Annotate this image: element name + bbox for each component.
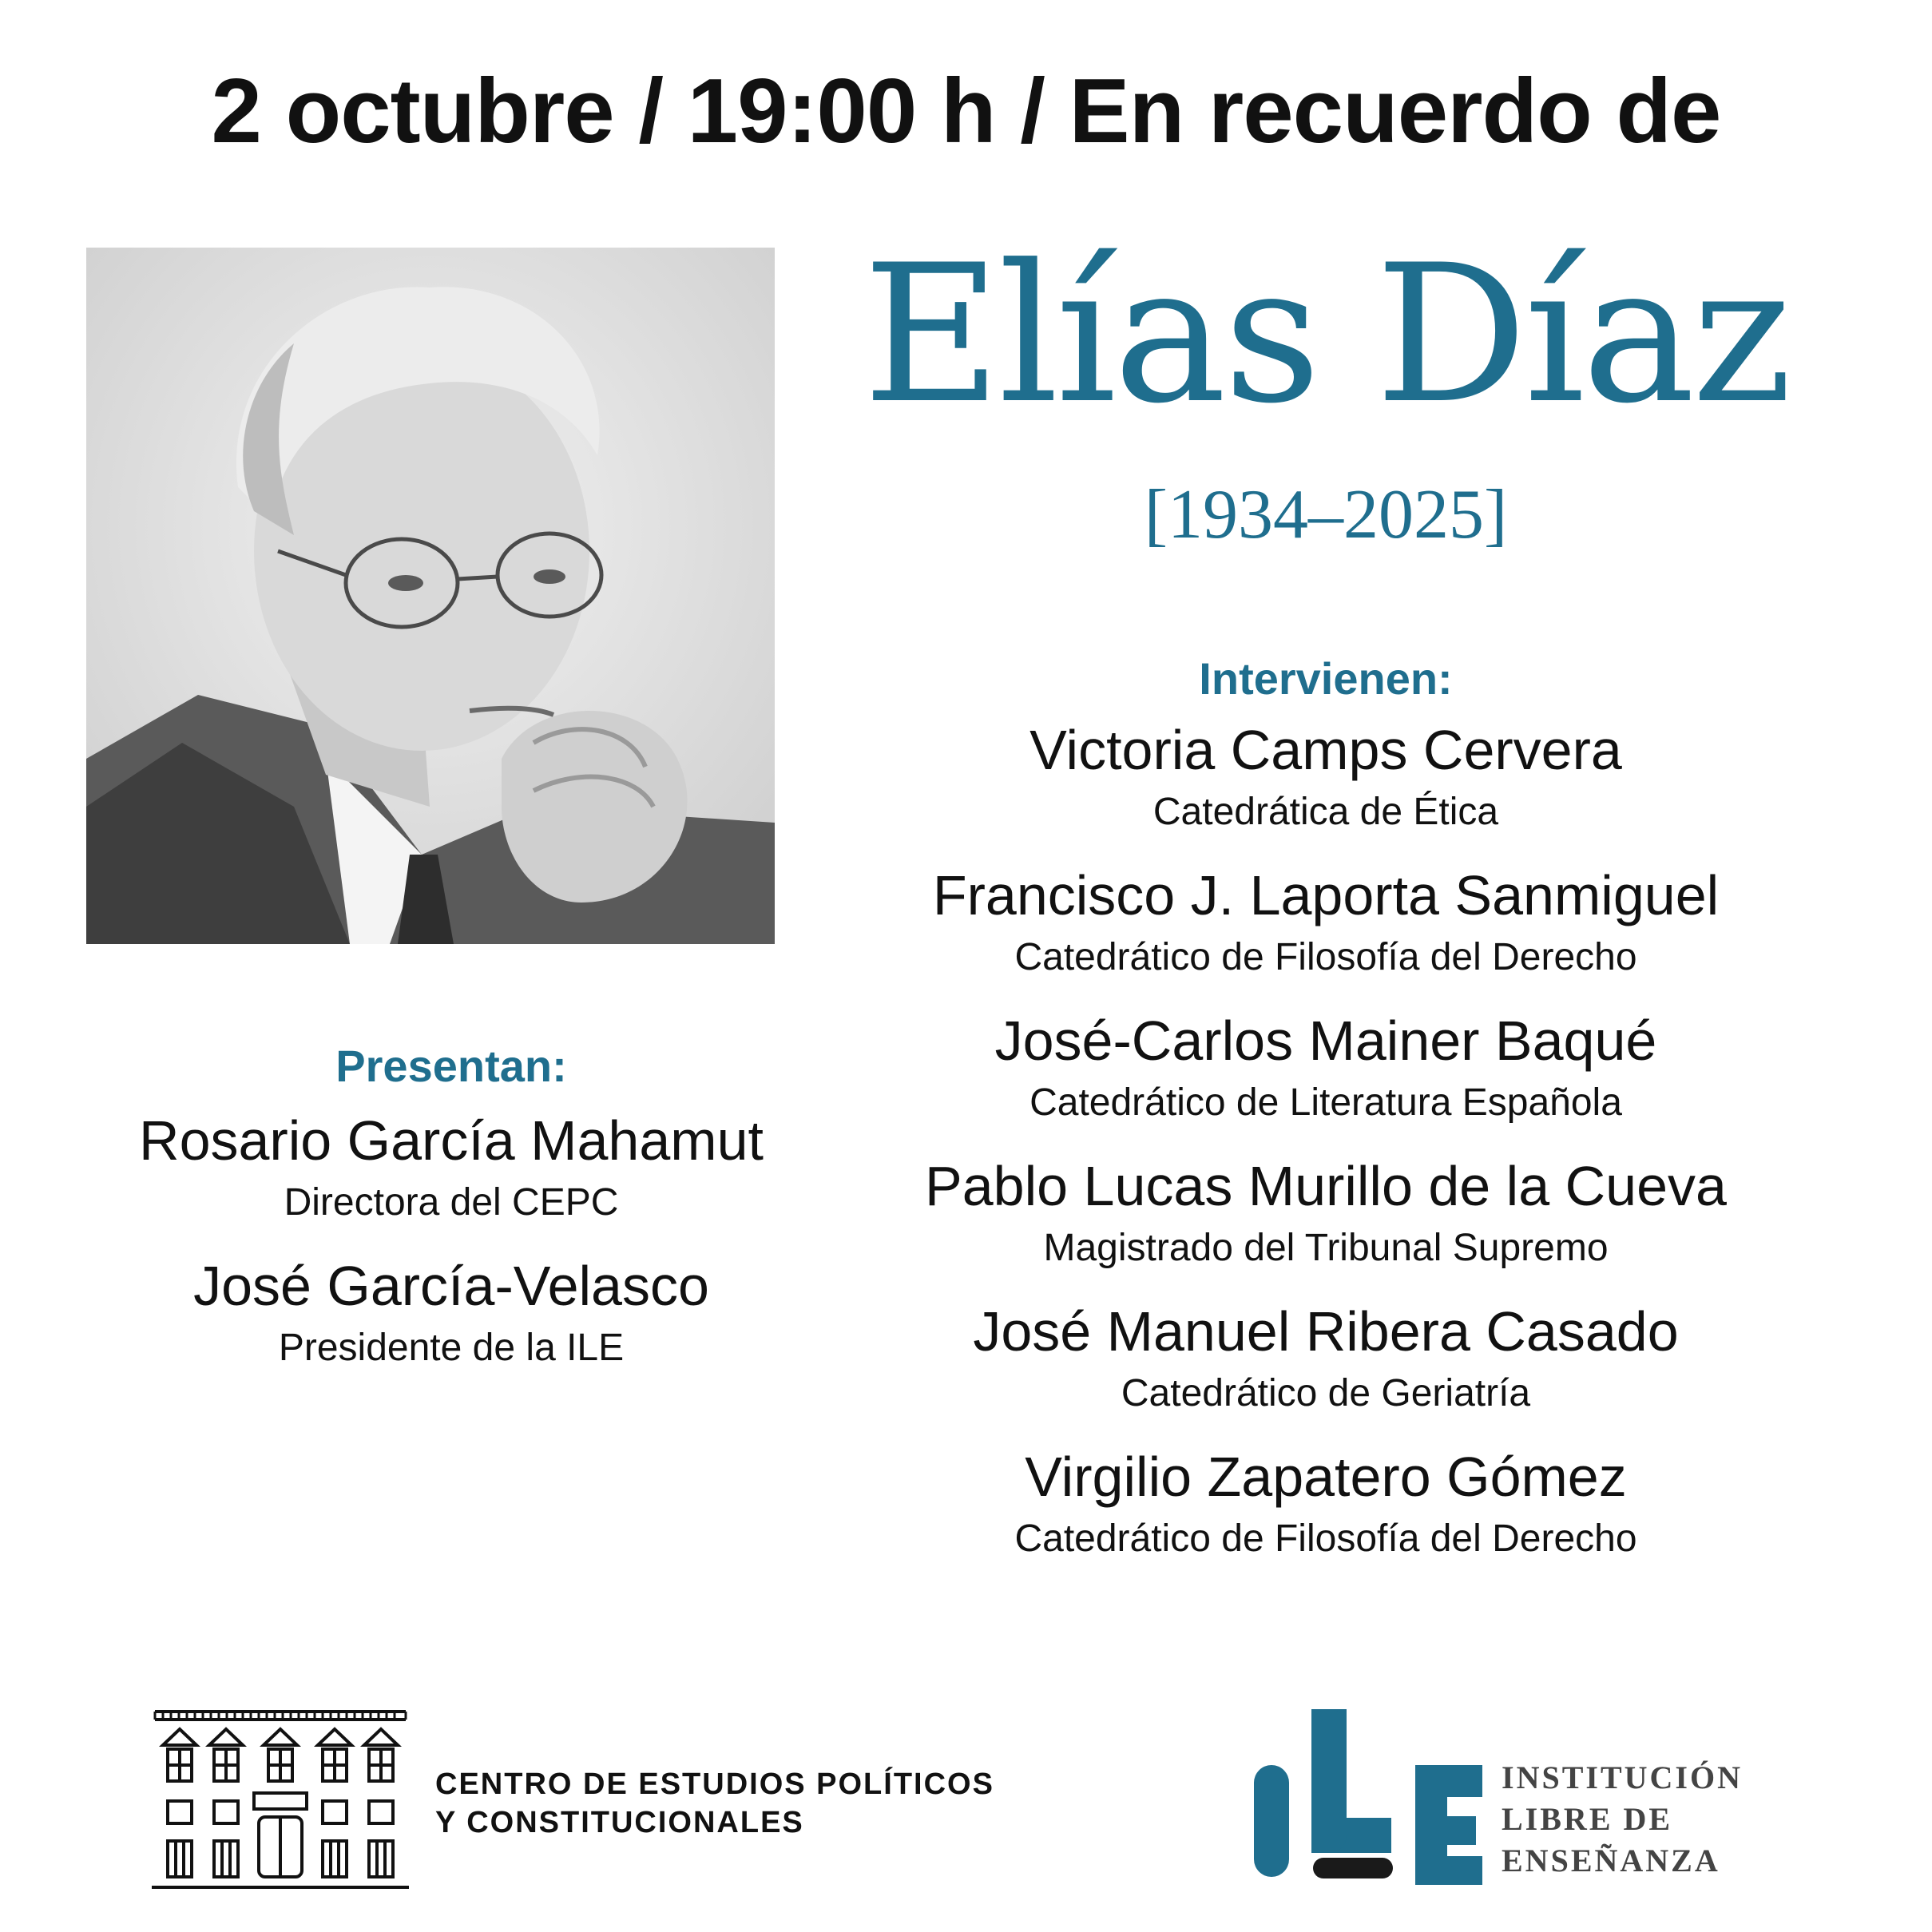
speaker-role: Catedrático de Literatura Española [1029, 1081, 1622, 1124]
speaker-item [863, 1295, 1789, 1420]
speaker-role: Catedrático de Filosofía del Derecho [1014, 936, 1637, 978]
speaker-item [863, 1005, 1789, 1129]
honoree-years: [1934–2025] [1144, 476, 1508, 553]
presenter-item [72, 1250, 831, 1375]
ile-line-3: ENSEÑANZA [1502, 1843, 1720, 1878]
ile-monogram-icon [1246, 1693, 1486, 1885]
speaker-name: Victoria Camps Cervera [1029, 719, 1622, 781]
presenter-role: Directora del CEPC [284, 1181, 619, 1224]
portrait-illustration [86, 248, 775, 944]
presenter-role: Presidente de la ILE [278, 1327, 625, 1369]
speaker-name: Francisco J. Laporta Sanmiguel [932, 864, 1720, 926]
speakers-section [863, 647, 1789, 1586]
speaker-role: Catedrática de Ética [1152, 791, 1499, 833]
speaker-name: Pablo Lucas Murillo de la Cueva [925, 1155, 1727, 1217]
speakers-label: Intervienen: [1199, 653, 1453, 704]
speaker-role: Catedrático de Geriatría [1121, 1372, 1531, 1414]
building-facade-icon [152, 1705, 409, 1893]
presenters-section [72, 1034, 831, 1395]
cepc-line-1: CENTRO DE ESTUDIOS POLÍTICOS [435, 1767, 994, 1801]
speaker-item [863, 714, 1789, 839]
speaker-item [863, 859, 1789, 984]
presenter-name: José García-Velasco [193, 1255, 709, 1317]
ile-line-1: INSTITUCIÓN [1502, 1759, 1743, 1795]
speaker-name: José-Carlos Mainer Baqué [994, 1010, 1657, 1072]
speaker-name: José Manuel Ribera Casado [973, 1300, 1679, 1363]
honoree-name: Elías Díaz [863, 224, 1789, 446]
presenter-item [72, 1105, 831, 1229]
speaker-item [863, 1441, 1789, 1565]
cepc-line-2: Y CONSTITUCIONALES [435, 1806, 804, 1839]
ile-logo-text [1502, 1757, 1773, 1882]
speaker-name: Virgilio Zapatero Gómez [1025, 1446, 1627, 1508]
ile-line-2: LIBRE DE [1502, 1801, 1673, 1837]
cepc-logo-text [435, 1765, 994, 1842]
event-header: 2 octubre / 19:00 h / En recuerdo de [211, 61, 1721, 162]
speaker-role: Catedrático de Filosofía del Derecho [1014, 1517, 1637, 1560]
portrait-photo [86, 248, 775, 944]
speaker-item [863, 1150, 1789, 1275]
speaker-role: Magistrado del Tribunal Supremo [1043, 1227, 1609, 1269]
presenter-name: Rosario García Mahamut [139, 1109, 764, 1172]
presenters-label: Presentan: [335, 1041, 567, 1091]
